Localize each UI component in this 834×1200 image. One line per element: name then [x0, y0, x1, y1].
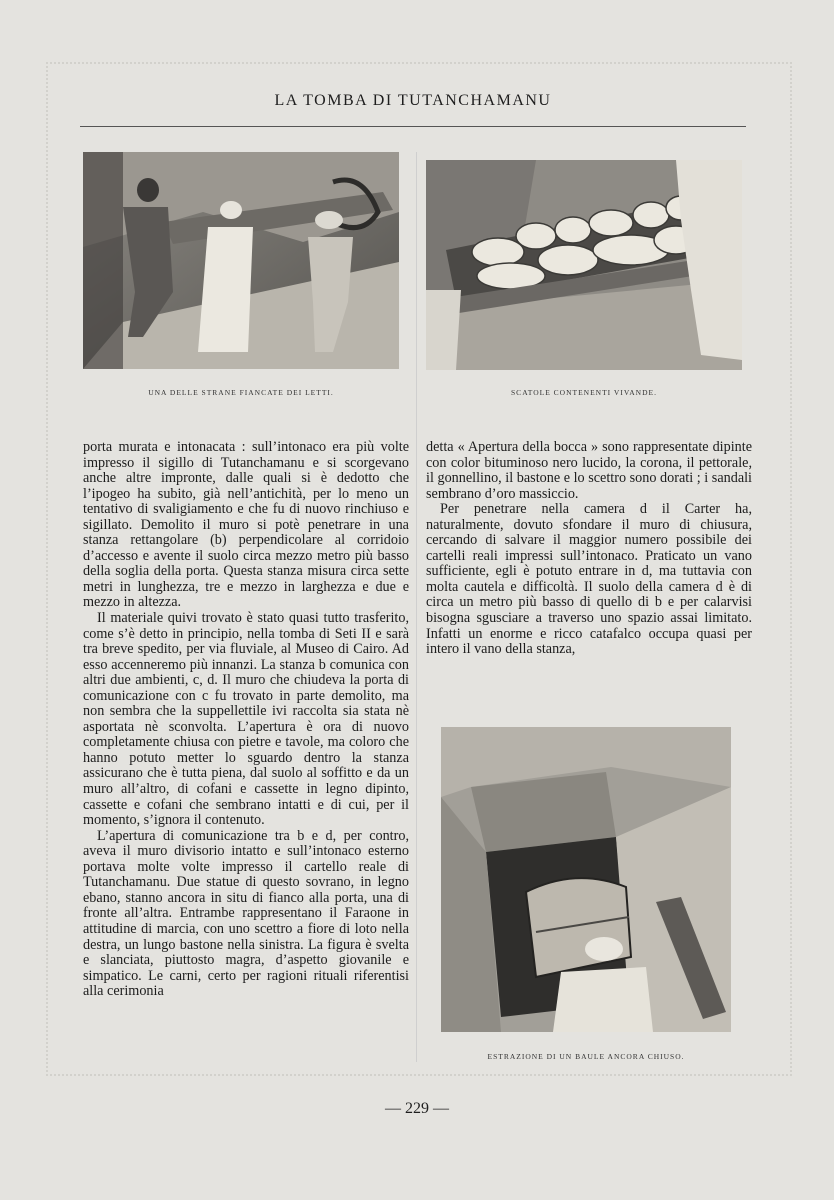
- photo-caption: SCATOLE CONTENENTI VIVANDE.: [511, 388, 657, 397]
- body-paragraph: Per penetrare nella camera d il Carter ha, naturalmente, dovuto sfondare il muro di chiusura, cercando di salvare il maggior numero possibile dei cartelli reali impressi sull’intonaco. Praticato un vano sufficiente, egli è potuto entrare in d, ma tuttavia con molta cautela e difficoltà. Il suolo della camera d è di circa un metro più basso di quello di b e per calarvisi bisogna sgusciare a traverso uno spazio assai limitato. Infatti un enorme e ricco catafalco occupa quasi per intero il vano della stanza,: [426, 501, 752, 658]
- body-paragraph: Il materiale quivi trovato è stato quasi tutto trasferito, come s’è detto in principio, nella tomba di Seti II e sarà tra breve spedito, per via fluviale, al Museo di Cairo. Ad esso accenneremo più innanzi. La stanza b comunica con altri due ambienti, c, d. Il muro che chiudeva la porta di comunicazione con c fu trovato in parte demolito, ma non sembra che la suppellettile ivi raccolta sia stata nè asportata nè sconvolta. L’apertura è ora di nuovo completamente chiusa con pietre e tavole, ma coloro che hanno potuto metter lo sguardo dentro la stanza assicurano che è tutta piena, dal suolo al soffitto e da un muro all’altro, di cofani e cassette in legno dipinto, cassette e cofani che sembrano intatti e di cui, per il momento, s’ignora il contenuto.: [83, 610, 409, 829]
- right-text-column: [426, 440, 752, 658]
- photo-food-boxes: [426, 160, 742, 370]
- photo-chest-extraction: [441, 727, 731, 1032]
- column-divider: [416, 152, 417, 1062]
- page-number: — 229 —: [385, 1100, 449, 1117]
- running-title: LA TOMBA DI TUTANCHAMANU: [274, 92, 552, 109]
- body-paragraph: L’apertura di comunicazione tra b e d, per contro, aveva il muro divisorio intatto e sull’intonaco esterno portava molte volte impresso il cartello reale di Tutanchamanu. Due statue di questo sovrano, in legno ebano, stanno ancora in situ di fianco alla porta, una di fronte all’altra. Entrambe rappresentano il Faraone in attitudine di marcia, con uno scettro a fiore di loto nella destra, un lungo bastone nella sinistra. La figura è svelta e slanciata, piuttosto magra, d’aspetto giovanile e simpatico. Le carni, certo per ragioni rituali riferentisi alla cerimonia: [83, 827, 409, 1000]
- photo-bed-side-panel: [83, 152, 399, 369]
- header-rule: [80, 126, 746, 127]
- body-paragraph: detta « Apertura della bocca » sono rappresentate dipinte con color bituminoso nero lucido, la corona, il pettorale, il gonnellino, il bastone e lo scettro sono dorati ; i sandali sembrano d’oro massiccio.: [426, 439, 752, 502]
- body-paragraph: porta murata e intonacata : sull’intonaco era più volte impresso il sigillo di Tutanchamanu e si scorgevano anche altre impronte, dalle quali si è dedotto che l’ipogeo ha subito, già nell’antichità, per lo meno un tentativo di svaligiamento e che fu di nuovo rinchiuso e sigillato. Demolito il muro si potè penetrare in una stanza rettangolare (b) perpendicolare al corridoio d’accesso e avente il suolo circa mezzo metro più basso della soglia della porta. Questa stanza misura circa sette metri in lunghezza, tre e mezzo in larghezza e due e mezzo in altezza.: [83, 439, 409, 611]
- left-text-column: [83, 440, 409, 1000]
- photo-caption: ESTRAZIONE DI UN BAULE ANCORA CHIUSO.: [487, 1052, 685, 1061]
- photo-caption: UNA DELLE STRANE FIANCATE DEI LETTI.: [148, 388, 334, 397]
